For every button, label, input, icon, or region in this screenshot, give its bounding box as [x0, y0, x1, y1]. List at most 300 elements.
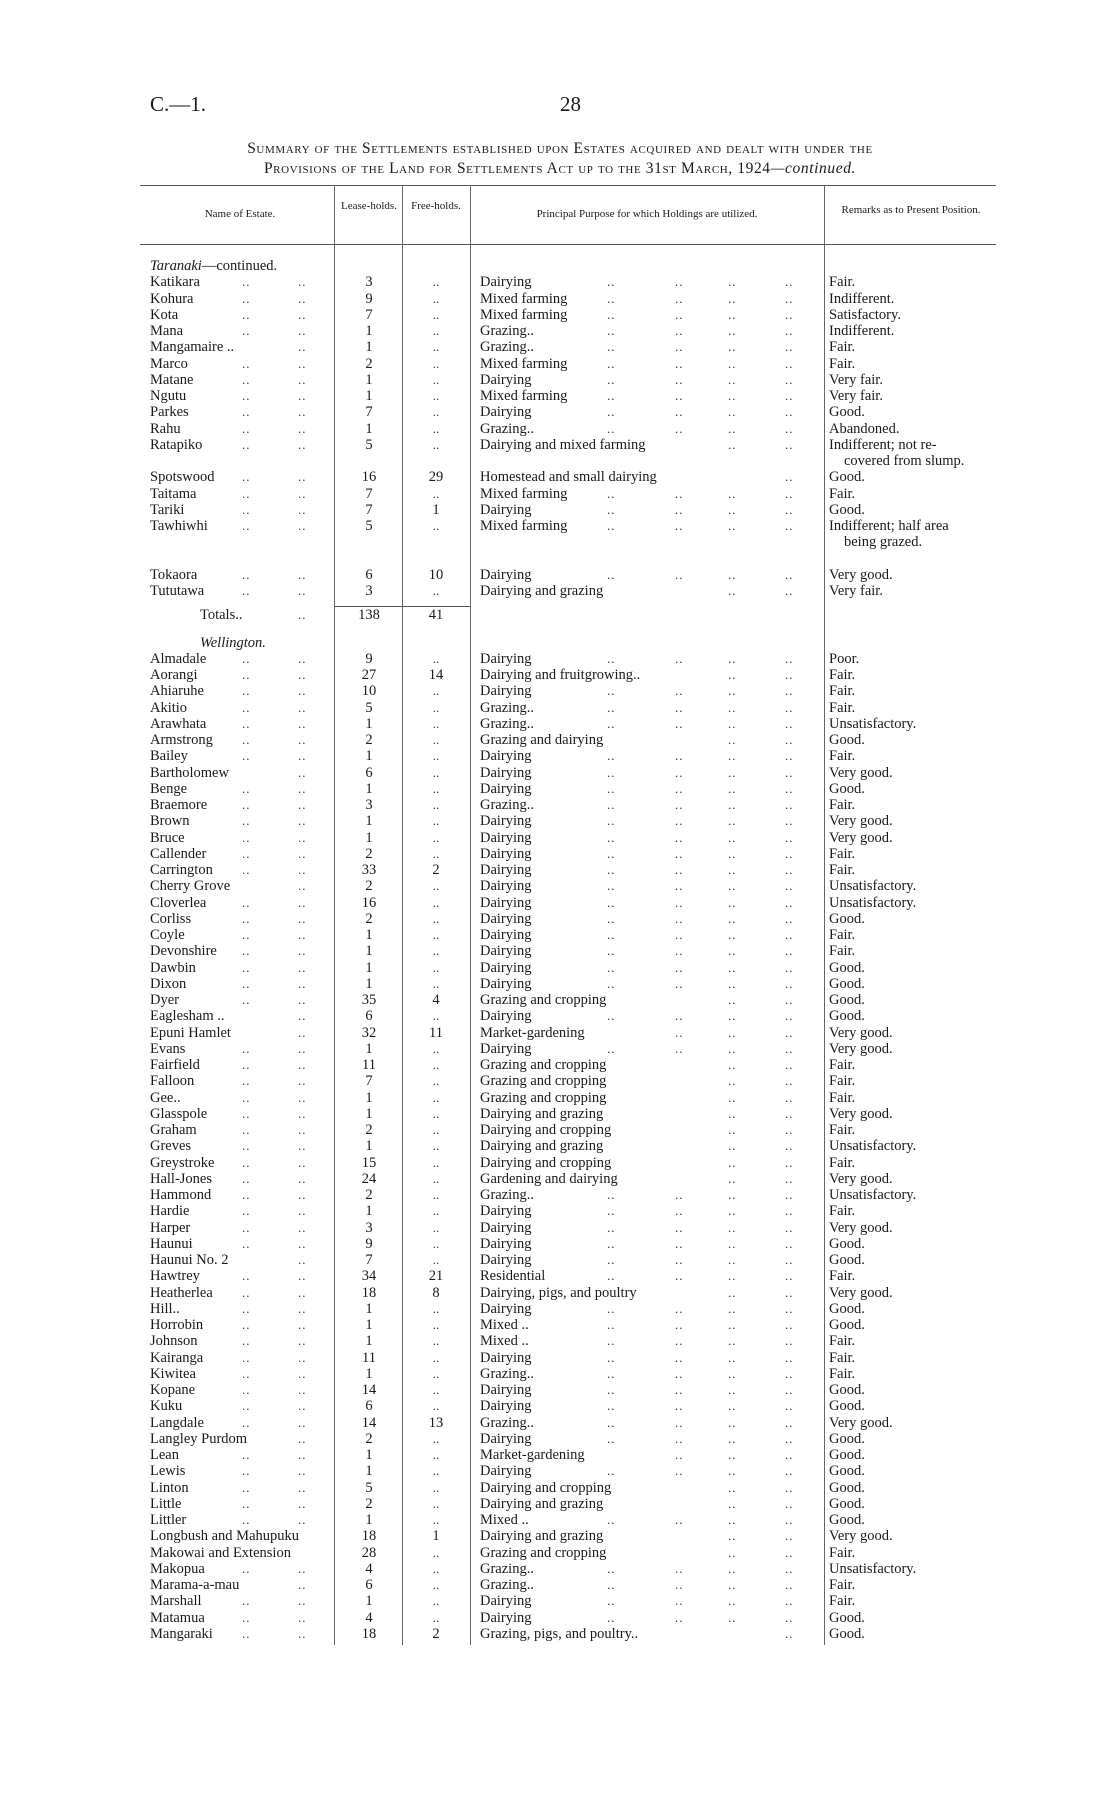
leader-dots: ..	[242, 732, 251, 747]
table-row	[0, 1366, 1114, 1382]
leader-dots: ..	[728, 667, 737, 682]
table-row	[0, 960, 1114, 976]
leaseholds-value: 1	[365, 1447, 373, 1463]
leader-dots: ..	[675, 780, 684, 796]
leader-dots: ..	[298, 1382, 307, 1397]
leader-dots: ..	[298, 1447, 307, 1462]
remarks-text: Very good.	[829, 1170, 893, 1187]
leader-dots: ..	[728, 355, 737, 371]
freeholds-value: 8	[432, 1284, 440, 1301]
leader-dots: ..	[675, 1008, 684, 1024]
leader-dots: ..	[607, 829, 616, 845]
leader-dots: ..	[785, 274, 794, 290]
purpose-text: Grazing and cropping	[480, 1073, 607, 1090]
purpose-text: Dairying	[480, 845, 532, 862]
leaseholds-value: 1	[365, 959, 373, 976]
remarks-text: Fair.	[829, 355, 856, 372]
column-header-remarks: Remarks as to Present Position.	[841, 204, 981, 216]
purpose-text: Gardening and dairying	[480, 1170, 618, 1187]
leader-dots: ..	[607, 518, 616, 533]
table-row	[0, 1268, 1114, 1284]
remarks-text: Fair.	[829, 1593, 856, 1610]
leader-dots: ..	[785, 1170, 794, 1186]
remarks-text: Good.	[829, 501, 865, 518]
remarks-text: Fair.	[829, 797, 856, 813]
leader-dots: ..	[242, 501, 251, 517]
estate-name: Langley Purdom	[150, 1430, 248, 1447]
table-row	[0, 1106, 1114, 1122]
purpose-text: Dairying	[480, 862, 532, 878]
purpose-text: Dairying	[480, 894, 532, 911]
title-line-2-text: Provisions of the Land for Settlements Act up to the 31st March, 1924	[263, 160, 771, 177]
leaseholds-value: 1	[365, 388, 373, 404]
leader-dots: ..	[607, 388, 616, 403]
estate-name: Kopane	[150, 1382, 196, 1398]
leader-dots: ..	[242, 1170, 251, 1186]
leader-dots: ..	[607, 1414, 616, 1430]
leader-dots: ..	[785, 764, 794, 780]
taranaki-rows	[0, 274, 1114, 599]
leader-dots: ..	[298, 436, 307, 452]
estate-name: Little	[150, 1495, 182, 1512]
freeholds-empty: ..	[432, 1382, 440, 1397]
leader-dots: ..	[675, 1203, 684, 1219]
leader-dots: ..	[675, 1463, 684, 1479]
leader-dots: ..	[607, 1609, 616, 1625]
leader-dots: ..	[728, 829, 737, 845]
freeholds-empty: ..	[432, 1122, 440, 1137]
leader-dots: ..	[785, 485, 794, 501]
leaseholds-value: 1	[365, 829, 373, 846]
leaseholds-value: 1	[365, 1463, 373, 1480]
freeholds-empty: ..	[432, 1479, 440, 1495]
leaseholds-value: 7	[365, 501, 373, 518]
freeholds-value: 1	[432, 501, 440, 518]
table-row	[0, 1073, 1114, 1089]
leader-dots: ..	[298, 1495, 307, 1511]
leader-dots: ..	[242, 992, 251, 1007]
leader-dots: ..	[728, 1544, 737, 1560]
leader-dots: ..	[607, 1252, 616, 1267]
freeholds-empty: ..	[432, 1495, 440, 1511]
remarks-text: Indifferent.	[829, 290, 895, 307]
purpose-text: Dairying	[480, 878, 532, 895]
remarks-text: Fair.	[829, 1203, 856, 1220]
table-row	[0, 1512, 1114, 1528]
table-row	[0, 437, 1114, 453]
leaseholds-value: 1	[365, 1203, 373, 1220]
leader-dots: ..	[785, 1300, 794, 1316]
leader-dots: ..	[728, 683, 737, 699]
estate-name: Matane	[150, 371, 194, 388]
leader-dots: ..	[607, 748, 616, 764]
freeholds-empty: ..	[432, 1105, 440, 1121]
leader-dots: ..	[607, 339, 616, 355]
leader-dots: ..	[785, 1349, 794, 1365]
remarks-text: Fair.	[829, 862, 856, 878]
freeholds-empty: ..	[432, 1609, 440, 1625]
leader-dots: ..	[728, 1365, 737, 1381]
leader-dots: ..	[675, 1609, 684, 1625]
estate-name: Rahu	[150, 420, 181, 437]
leader-dots: ..	[242, 1284, 251, 1300]
remarks-text: Abandoned.	[829, 420, 900, 437]
remarks-text: Good.	[829, 1398, 865, 1415]
freeholds-empty: ..	[432, 1089, 440, 1105]
remarks-text: Indifferent.	[829, 323, 895, 339]
estate-name: Aorangi	[150, 667, 198, 683]
leader-dots: ..	[785, 1235, 794, 1251]
freeholds-empty: ..	[432, 1008, 440, 1024]
purpose-text: Grazing..	[480, 715, 534, 732]
header-bottom-rule	[140, 244, 996, 245]
leaseholds-value: 5	[365, 518, 373, 534]
leader-dots: ..	[242, 1560, 251, 1576]
freeholds-empty: ..	[432, 1430, 440, 1446]
leaseholds-value: 33	[361, 862, 377, 878]
estate-name: Arawhata	[150, 715, 207, 732]
leader-dots: ..	[607, 1512, 616, 1527]
leader-dots: ..	[785, 1625, 794, 1641]
remarks-text: Good.	[829, 959, 865, 976]
leader-dots: ..	[728, 1105, 737, 1121]
leader-dots: ..	[728, 1333, 737, 1349]
leaseholds-value: 27	[361, 667, 377, 683]
leader-dots: ..	[728, 1170, 737, 1186]
remarks-text: Fair.	[829, 943, 856, 960]
estate-name: Kuku	[150, 1398, 183, 1415]
purpose-text: Mixed farming	[480, 518, 568, 534]
leader-dots: ..	[242, 1154, 251, 1170]
leader-dots: ..	[785, 1398, 794, 1414]
estate-name: Makopua	[150, 1560, 205, 1577]
leader-dots: ..	[242, 485, 251, 501]
freeholds-empty: ..	[432, 748, 440, 764]
estate-name: Parkes	[150, 404, 189, 421]
leader-dots: ..	[607, 1333, 616, 1349]
table-row	[0, 1431, 1114, 1447]
leader-dots: ..	[298, 1479, 307, 1495]
remarks-text: Good.	[829, 1495, 865, 1512]
purpose-text: Dairying	[480, 764, 532, 781]
estate-name: Glasspole	[150, 1105, 208, 1122]
totals-label: Totals..	[200, 607, 243, 624]
purpose-text: Dairying	[480, 1609, 532, 1626]
estate-name: Ratapiko	[150, 436, 203, 453]
leader-dots: ..	[298, 943, 307, 959]
leader-dots: ..	[607, 306, 616, 322]
leader-dots: ..	[675, 829, 684, 845]
leaseholds-value: 1	[365, 1105, 373, 1122]
estate-name: Tututawa	[150, 583, 205, 599]
purpose-text: Dairying, pigs, and poultry	[480, 1284, 637, 1301]
freeholds-empty: ..	[432, 959, 440, 975]
leader-dots: ..	[675, 1382, 684, 1397]
leader-dots: ..	[298, 1284, 307, 1300]
leaseholds-value: 1	[365, 1300, 373, 1317]
estate-name: Tokaora	[150, 566, 198, 583]
remarks-text: Fair.	[829, 274, 856, 291]
freeholds-empty: ..	[432, 732, 440, 747]
leader-dots: ..	[675, 388, 684, 403]
leader-dots: ..	[298, 420, 307, 436]
remarks-text: Very good.	[829, 566, 893, 583]
freeholds-empty: ..	[432, 797, 440, 812]
table-row	[0, 1626, 1114, 1642]
remarks-text: Good.	[829, 1235, 865, 1252]
table-row	[0, 1057, 1114, 1073]
leader-dots: ..	[728, 943, 737, 959]
table-row	[0, 1545, 1114, 1561]
leader-dots: ..	[785, 1560, 794, 1576]
estate-name: Horrobin	[150, 1317, 204, 1333]
leader-dots: ..	[607, 355, 616, 371]
leader-dots: ..	[242, 813, 251, 829]
leader-dots: ..	[298, 1512, 307, 1527]
purpose-text: Dairying and grazing	[480, 1105, 604, 1122]
purpose-text: Dairying	[480, 959, 532, 976]
purpose-text: Dairying and grazing	[480, 1528, 604, 1545]
leaseholds-value: 1	[365, 1333, 373, 1350]
document-code: C.—1.	[150, 92, 207, 116]
leader-dots: ..	[242, 371, 251, 387]
purpose-text: Dairying	[480, 813, 532, 830]
purpose-text: Dairying and grazing	[480, 1495, 604, 1512]
estate-name: Marama-a-mau	[150, 1577, 240, 1593]
leader-dots: ..	[675, 910, 684, 926]
table-row	[0, 667, 1114, 683]
remarks-text: Very good.	[829, 813, 893, 830]
leader-dots: ..	[675, 959, 684, 975]
wellington-rows	[0, 651, 1114, 1642]
table-row	[0, 1236, 1114, 1252]
leaseholds-value: 3	[365, 583, 373, 599]
leader-dots: ..	[607, 715, 616, 731]
leader-dots: ..	[607, 1593, 616, 1609]
totals-leaseholds: 138	[358, 607, 380, 624]
estate-name: Matamua	[150, 1609, 205, 1626]
leader-dots: ..	[298, 290, 307, 306]
remarks-text: Very good.	[829, 1040, 893, 1057]
remarks-continuation: being grazed.	[844, 534, 923, 551]
leader-dots: ..	[298, 764, 307, 780]
table-row	[0, 1203, 1114, 1219]
leader-dots: ..	[675, 1252, 684, 1267]
leader-dots: ..	[242, 1349, 251, 1365]
leader-dots: ..	[675, 1577, 684, 1592]
purpose-text: Dairying	[480, 404, 532, 421]
freeholds-empty: ..	[432, 485, 440, 501]
freeholds-empty: ..	[432, 1512, 440, 1527]
leader-dots: ..	[298, 566, 307, 582]
remarks-text: Very good.	[829, 1414, 893, 1431]
leader-dots: ..	[607, 1365, 616, 1381]
leader-dots: ..	[242, 1333, 251, 1349]
estate-name: Cherry Grove	[150, 878, 231, 895]
leader-dots: ..	[242, 420, 251, 436]
leader-dots: ..	[785, 1609, 794, 1625]
leader-dots: ..	[785, 650, 794, 666]
leader-dots: ..	[728, 1252, 737, 1267]
leader-dots: ..	[785, 501, 794, 517]
leader-dots: ..	[785, 1268, 794, 1284]
table-row	[0, 895, 1114, 911]
leaseholds-value: 3	[365, 797, 373, 813]
leader-dots: ..	[785, 1008, 794, 1024]
estate-name: Armstrong	[150, 732, 213, 748]
leader-dots: ..	[242, 862, 251, 877]
leader-dots: ..	[728, 1284, 737, 1300]
leader-dots: ..	[242, 975, 251, 991]
leader-dots: ..	[728, 306, 737, 322]
leader-dots: ..	[242, 683, 251, 699]
leader-dots: ..	[298, 780, 307, 796]
leader-dots: ..	[785, 1414, 794, 1430]
leader-dots: ..	[607, 780, 616, 796]
purpose-text: Dairying	[480, 1008, 532, 1025]
purpose-text: Dairying	[480, 1040, 532, 1057]
table-row	[0, 421, 1114, 437]
remarks-text: Indifferent; not re-	[829, 436, 937, 453]
taranaki-totals-row	[0, 607, 1114, 623]
leader-dots: ..	[607, 845, 616, 861]
purpose-text: Grazing..	[480, 1560, 534, 1577]
leaseholds-value: 9	[365, 650, 373, 667]
leader-dots: ..	[298, 1057, 307, 1072]
estate-name: Kairanga	[150, 1349, 204, 1366]
leader-dots: ..	[675, 1024, 684, 1040]
leader-dots: ..	[242, 910, 251, 926]
leader-dots: ..	[242, 959, 251, 975]
leader-dots: ..	[298, 910, 307, 926]
leader-dots: ..	[298, 1073, 307, 1089]
leader-dots: ..	[675, 650, 684, 666]
leader-dots: ..	[607, 1008, 616, 1024]
leader-dots: ..	[785, 436, 794, 452]
leader-dots: ..	[298, 1463, 307, 1479]
freeholds-value: 2	[432, 1625, 440, 1642]
leader-dots: ..	[728, 371, 737, 387]
leader-dots: ..	[728, 1024, 737, 1040]
table-row	[0, 1415, 1114, 1431]
freeholds-empty: ..	[432, 1463, 440, 1479]
leader-dots: ..	[242, 1398, 251, 1414]
section-heading-wellington	[0, 635, 1114, 651]
leader-dots: ..	[607, 371, 616, 387]
remarks-text: Good.	[829, 1430, 865, 1447]
leader-dots: ..	[675, 1593, 684, 1609]
leader-dots: ..	[728, 420, 737, 436]
leader-dots: ..	[785, 748, 794, 764]
leader-dots: ..	[675, 1268, 684, 1284]
leaseholds-value: 6	[365, 566, 373, 583]
purpose-text: Grazing..	[480, 339, 534, 356]
leader-dots: ..	[785, 845, 794, 861]
leader-dots: ..	[298, 1040, 307, 1056]
freeholds-empty: ..	[432, 1187, 440, 1202]
leaseholds-value: 15	[361, 1154, 377, 1171]
table-row	[0, 732, 1114, 748]
leader-dots: ..	[607, 1040, 616, 1056]
purpose-text: Mixed ..	[480, 1333, 529, 1350]
leader-dots: ..	[675, 1398, 684, 1414]
leader-dots: ..	[728, 388, 737, 403]
remarks-text: Fair.	[829, 683, 856, 700]
remarks-text: Unsatisfactory.	[829, 894, 917, 911]
leader-dots: ..	[785, 1219, 794, 1235]
freeholds-value: 29	[428, 469, 444, 486]
leader-dots: ..	[607, 862, 616, 877]
table-row	[0, 1593, 1114, 1609]
leader-dots: ..	[675, 878, 684, 894]
leader-dots: ..	[728, 1430, 737, 1446]
leader-dots: ..	[728, 1122, 737, 1137]
freeholds-empty: ..	[432, 975, 440, 991]
freeholds-empty: ..	[432, 927, 440, 942]
leaseholds-value: 3	[365, 274, 373, 291]
leader-dots: ..	[607, 1300, 616, 1316]
leader-dots: ..	[785, 1154, 794, 1170]
leader-dots: ..	[785, 1495, 794, 1511]
leaseholds-value: 10	[361, 683, 377, 700]
purpose-text: Homestead and small dairying	[480, 469, 657, 486]
leaseholds-value: 1	[365, 371, 373, 388]
leader-dots: ..	[728, 780, 737, 796]
leader-dots: ..	[728, 323, 737, 338]
estate-name: Lean	[150, 1447, 179, 1463]
leader-dots: ..	[785, 813, 794, 829]
leader-dots: ..	[298, 715, 307, 731]
leader-dots: ..	[242, 274, 251, 290]
leader-dots: ..	[607, 1430, 616, 1446]
leader-dots: ..	[242, 1203, 251, 1219]
leader-dots: ..	[728, 518, 737, 533]
purpose-text: Dairying	[480, 975, 532, 992]
purpose-text: Dairying	[480, 371, 532, 388]
leader-dots: ..	[785, 1057, 794, 1072]
freeholds-empty: ..	[432, 371, 440, 387]
purpose-text: Dairying	[480, 566, 532, 583]
leader-dots: ..	[607, 404, 616, 420]
estate-name: Tariki	[150, 501, 185, 518]
leader-dots: ..	[298, 1203, 307, 1219]
estate-name: Linton	[150, 1479, 189, 1496]
leaseholds-value: 18	[361, 1625, 377, 1642]
leader-dots: ..	[785, 1447, 794, 1462]
leader-dots: ..	[242, 715, 251, 731]
leader-dots: ..	[728, 1073, 737, 1089]
remarks-text: Very good.	[829, 1528, 893, 1545]
leader-dots: ..	[607, 1268, 616, 1284]
table-row	[0, 1171, 1114, 1187]
leader-dots: ..	[785, 862, 794, 877]
table-row-continuation	[0, 534, 1114, 550]
remarks-text: Good.	[829, 469, 865, 486]
estate-name: Braemore	[150, 797, 208, 813]
leaseholds-value: 34	[361, 1268, 377, 1285]
leader-dots: ..	[728, 878, 737, 894]
leader-dots: ..	[728, 1349, 737, 1365]
remarks-text: Good.	[829, 732, 865, 748]
leader-dots: ..	[675, 1300, 684, 1316]
leader-dots: ..	[607, 975, 616, 991]
leader-dots: ..	[242, 748, 251, 764]
leader-dots: ..	[675, 1040, 684, 1056]
leaseholds-value: 5	[365, 699, 373, 716]
freeholds-empty: ..	[432, 388, 440, 403]
leader-dots: ..	[298, 339, 307, 355]
table-row	[0, 518, 1114, 534]
